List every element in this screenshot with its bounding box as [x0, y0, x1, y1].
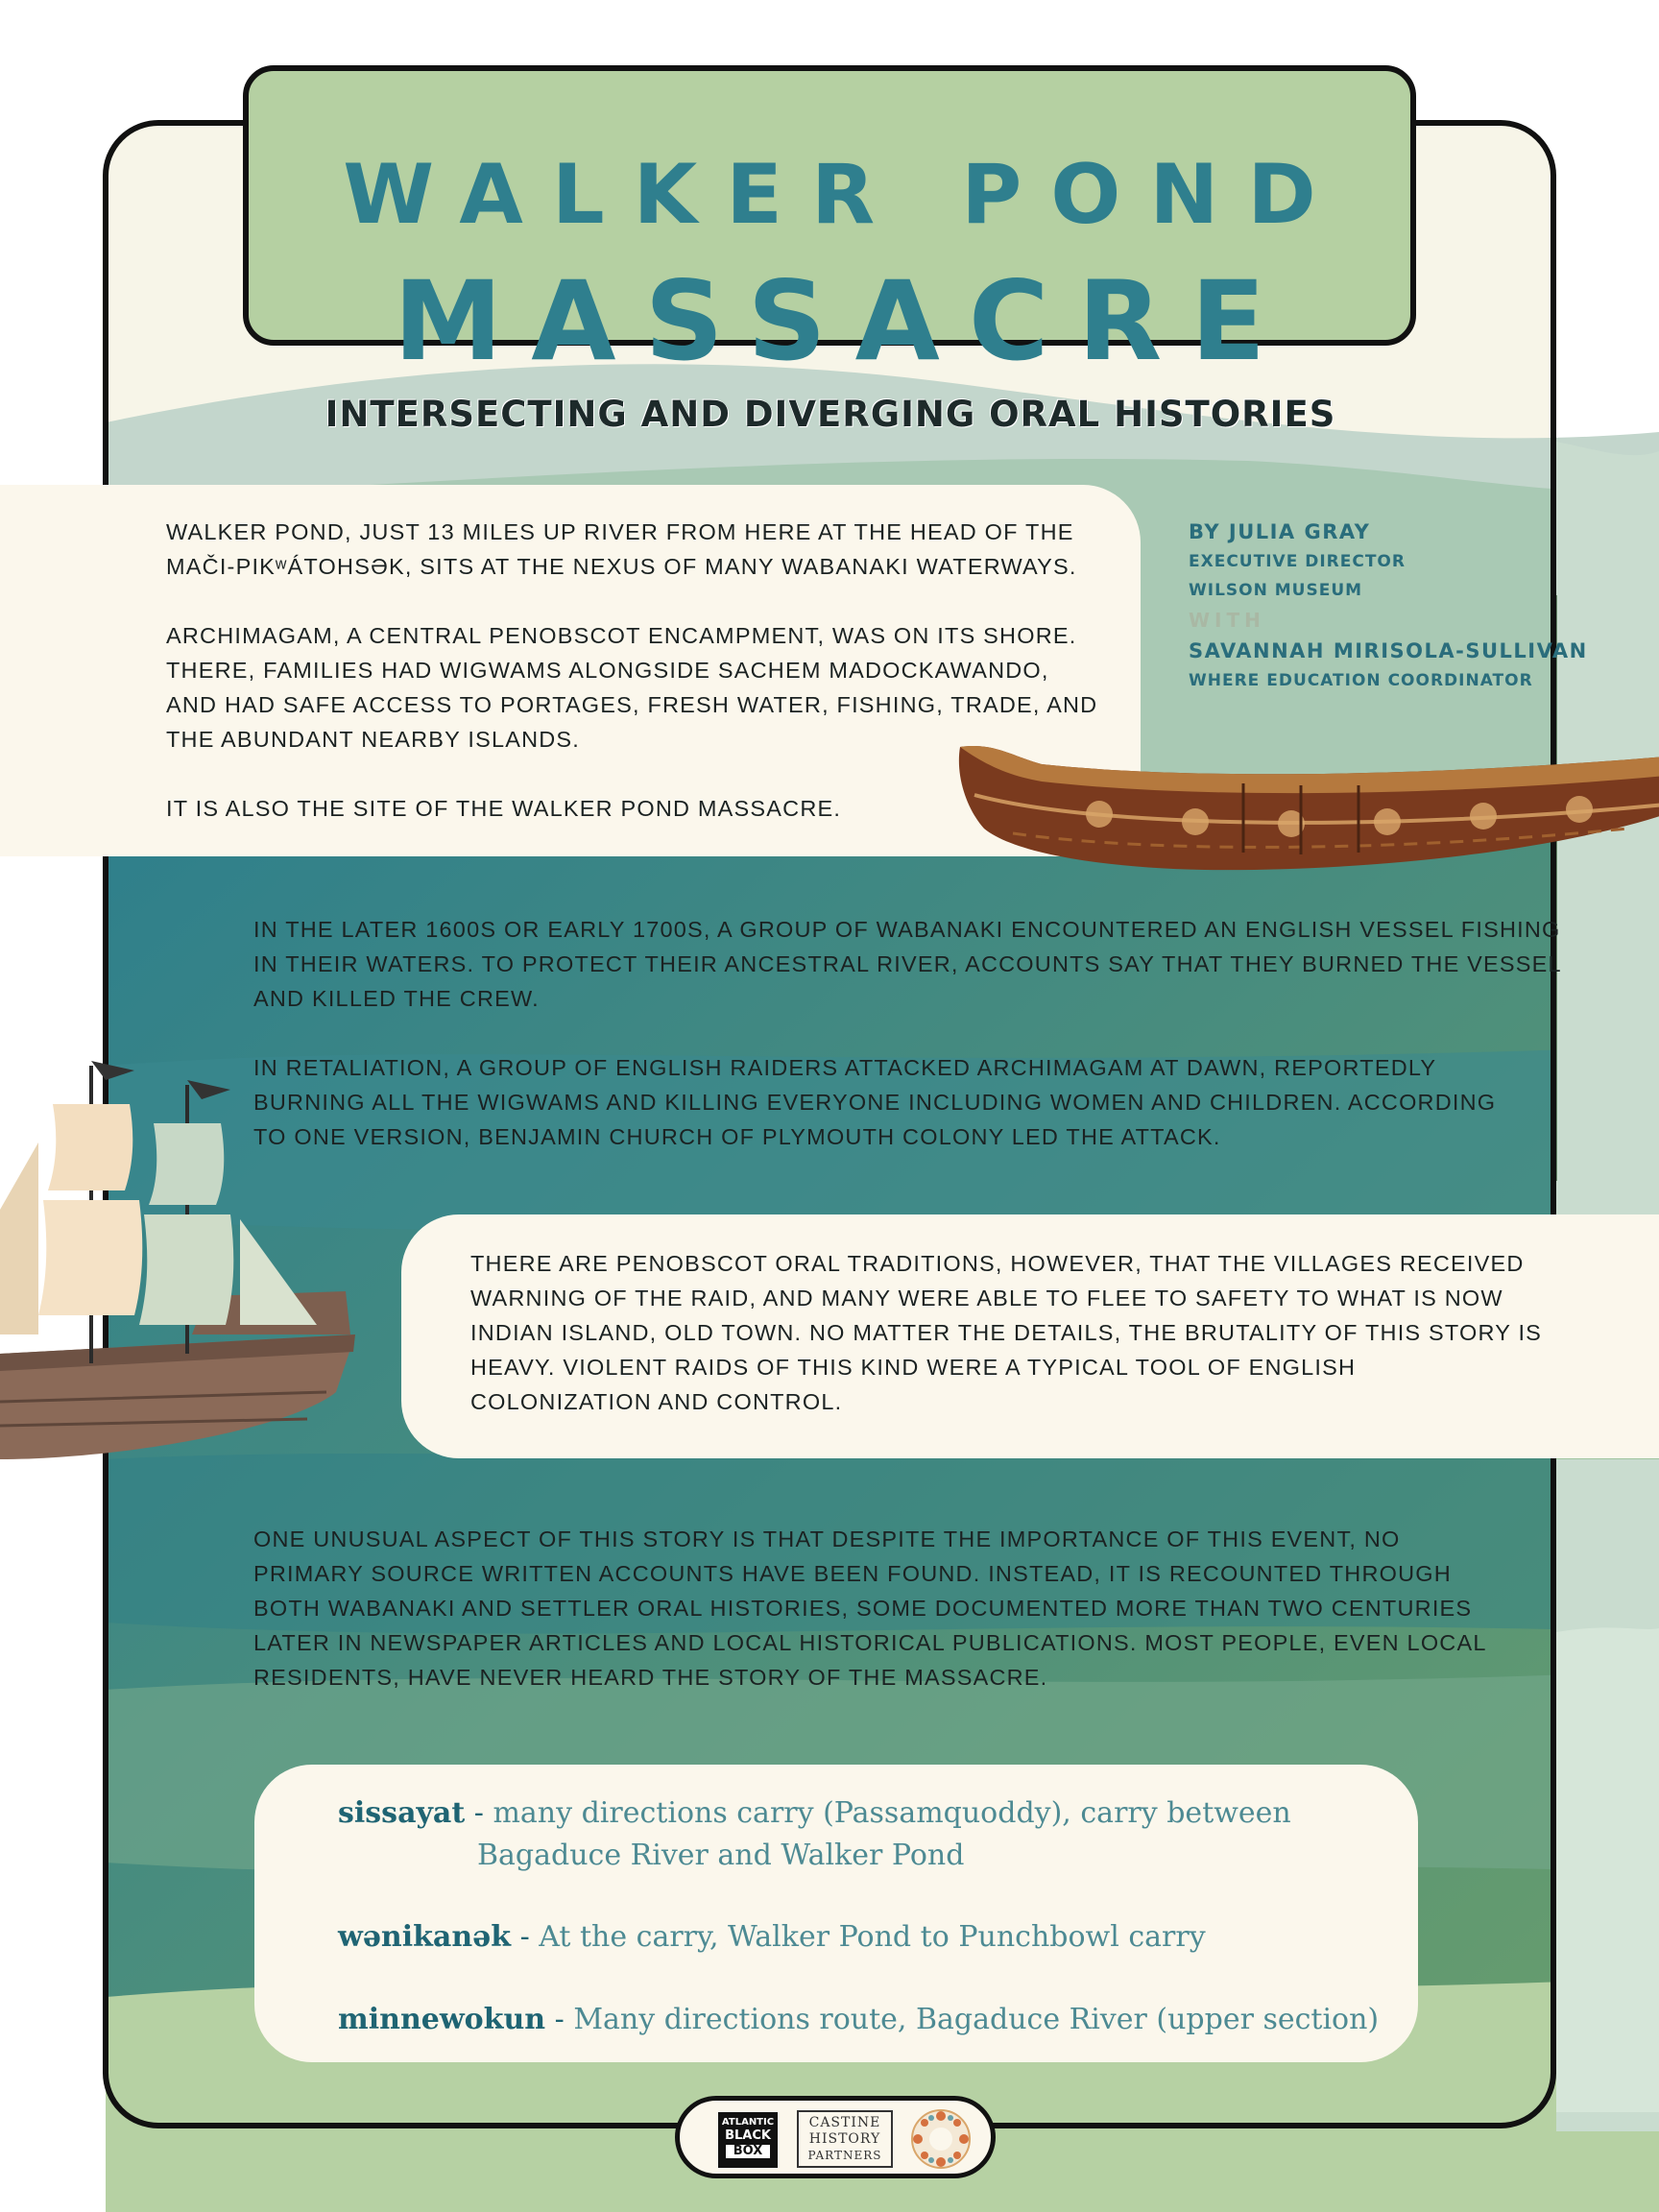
glossary-entry [338, 1916, 1206, 1959]
title-line-2: MASSACRE [393, 257, 1295, 385]
coauthor-role: WHERE EDUCATION COORDINATOR [1189, 671, 1533, 690]
intro-line: AND HAD SAFE ACCESS TO PORTAGES, FRESH WATER, FISHING, TRADE, AND [166, 692, 1098, 717]
oral-line: COLONIZATION AND CONTROL. [470, 1389, 843, 1414]
subtitle: INTERSECTING AND DIVERGING ORAL HISTORIES [325, 394, 1336, 435]
birchbark-canoe-illustration [955, 737, 1659, 881]
intro-line: THERE, FAMILIES HAD WIGWAMS ALONGSIDE SACHEM MADOCKAWANDO, [166, 658, 1049, 683]
title-banner [243, 65, 1416, 385]
glossary-entry [338, 1792, 1291, 1835]
glossary-definition-continued: Bagaduce River and Walker Pond [477, 1839, 965, 1872]
credits [1189, 517, 1588, 695]
unusual-line: BOTH WABANAKI AND SETTLER ORAL HISTORIES, SOME DOCUMENTED MORE THAN TWO CENTURIES [253, 1596, 1473, 1621]
intro-line: IT IS ALSO THE SITE OF THE WALKER POND MASSACRE. [166, 796, 842, 821]
encounter-line: IN RETALIATION, A GROUP OF ENGLISH RAIDERS ATTACKED ARCHIMAGAM AT DAWN, REPORTEDLY [253, 1055, 1437, 1080]
castine-history-partners-logo [797, 2110, 893, 2168]
glossary-term: sissayat [338, 1796, 466, 1830]
unusual-line: RESIDENTS, HAVE NEVER HEARD THE STORY OF THE MASSACRE. [253, 1665, 1048, 1690]
glossary-definition: At the carry, Walker Pond to Punchbowl carry [539, 1920, 1206, 1954]
glossary-entry [338, 1999, 1379, 2041]
logo-text: BOX [726, 2145, 770, 2158]
encounter-line: AND KILLED THE CREW. [253, 986, 540, 1011]
encounter-text [253, 912, 1562, 1154]
intro-line: MAČI-PIKʷÁTOHSƏK, SITS AT THE NEXUS OF MANY WABANAKI WATERWAYS. [166, 554, 1077, 579]
unusual-line: ONE UNUSUAL ASPECT OF THIS STORY IS THAT DESPITE THE IMPORTANCE OF THIS EVENT, NO [253, 1527, 1401, 1551]
unusual-aspect-text [253, 1522, 1487, 1695]
oral-tradition-text [470, 1246, 1542, 1419]
author-name: BY JULIA GRAY [1189, 520, 1371, 543]
encounter-line: BURNING ALL THE WIGWAMS AND KILLING EVERYONE INCLUDING WOMEN AND CHILDREN. ACCORDING [253, 1090, 1497, 1115]
intro-line: WALKER POND, JUST 13 MILES UP RIVER FROM HERE AT THE HEAD OF THE [166, 519, 1074, 544]
logo-text: BLACK [725, 2128, 771, 2143]
museum-seal-icon [910, 2108, 972, 2170]
with-label: WITH [1189, 609, 1265, 632]
coauthor-name: SAVANNAH MIRISOLA-SULLIVAN [1189, 639, 1588, 662]
unusual-line: PRIMARY SOURCE WRITTEN ACCOUNTS HAVE BEEN FOUND. INSTEAD, IT IS RECOUNTED THROUGH [253, 1561, 1452, 1586]
encounter-line: IN THEIR WATERS. TO PROTECT THEIR ANCESTRAL RIVER, ACCOUNTS SAY THAT THEY BURNED THE VESSEL [253, 951, 1562, 976]
intro-line: ARCHIMAGAM, A CENTRAL PENOBSCOT ENCAMPMENT, WAS ON ITS SHORE. [166, 623, 1077, 648]
partner-logos [675, 2096, 996, 2178]
glossary-separator: - [545, 2003, 574, 2036]
logo-text: ATLANTIC [721, 2117, 775, 2128]
glossary-definition: many directions carry (Passamquoddy), carry between [493, 1796, 1291, 1830]
glossary-separator: - [465, 1796, 493, 1830]
author-role: EXECUTIVE DIRECTOR [1189, 552, 1406, 571]
glossary-separator: - [511, 1920, 540, 1954]
encounter-line: TO ONE VERSION, BENJAMIN CHURCH OF PLYMOUTH COLONY LED THE ATTACK. [253, 1124, 1221, 1149]
encounter-line: IN THE LATER 1600S OR EARLY 1700S, A GROUP OF WABANAKI ENCOUNTERED AN ENGLISH VESSEL FISHING [253, 917, 1561, 942]
intro-line: THE ABUNDANT NEARBY ISLANDS. [166, 727, 581, 752]
logo-text: HISTORY [808, 2131, 881, 2147]
oral-line: HEAVY. VIOLENT RAIDS OF THIS KIND WERE A TYPICAL TOOL OF ENGLISH [470, 1355, 1357, 1380]
glossary-definition: Many directions route, Bagaduce River (upper section) [573, 2003, 1380, 2036]
title-line-1: WALKER POND [343, 147, 1345, 243]
logo-text: PARTNERS [807, 2149, 882, 2162]
glossary-term: minnewokun [338, 2003, 546, 2036]
glossary-term: wənikanək [338, 1920, 512, 1954]
atlantic-black-box-logo [718, 2112, 778, 2168]
unusual-line: LATER IN NEWSPAPER ARTICLES AND LOCAL HISTORICAL PUBLICATIONS. MOST PEOPLE, EVEN LOCAL [253, 1630, 1487, 1655]
oral-line: WARNING OF THE RAID, AND MANY WERE ABLE TO FLEE TO SAFETY TO WHAT IS NOW [470, 1286, 1503, 1310]
oral-line: THERE ARE PENOBSCOT ORAL TRADITIONS, HOWEVER, THAT THE VILLAGES RECEIVED [470, 1251, 1525, 1276]
oral-line: INDIAN ISLAND, OLD TOWN. NO MATTER THE DETAILS, THE BRUTALITY OF THIS STORY IS [470, 1320, 1543, 1345]
author-org: WILSON MUSEUM [1189, 581, 1363, 600]
sailing-ship-illustration [0, 1046, 355, 1479]
logo-text: CASTINE [808, 2115, 881, 2130]
